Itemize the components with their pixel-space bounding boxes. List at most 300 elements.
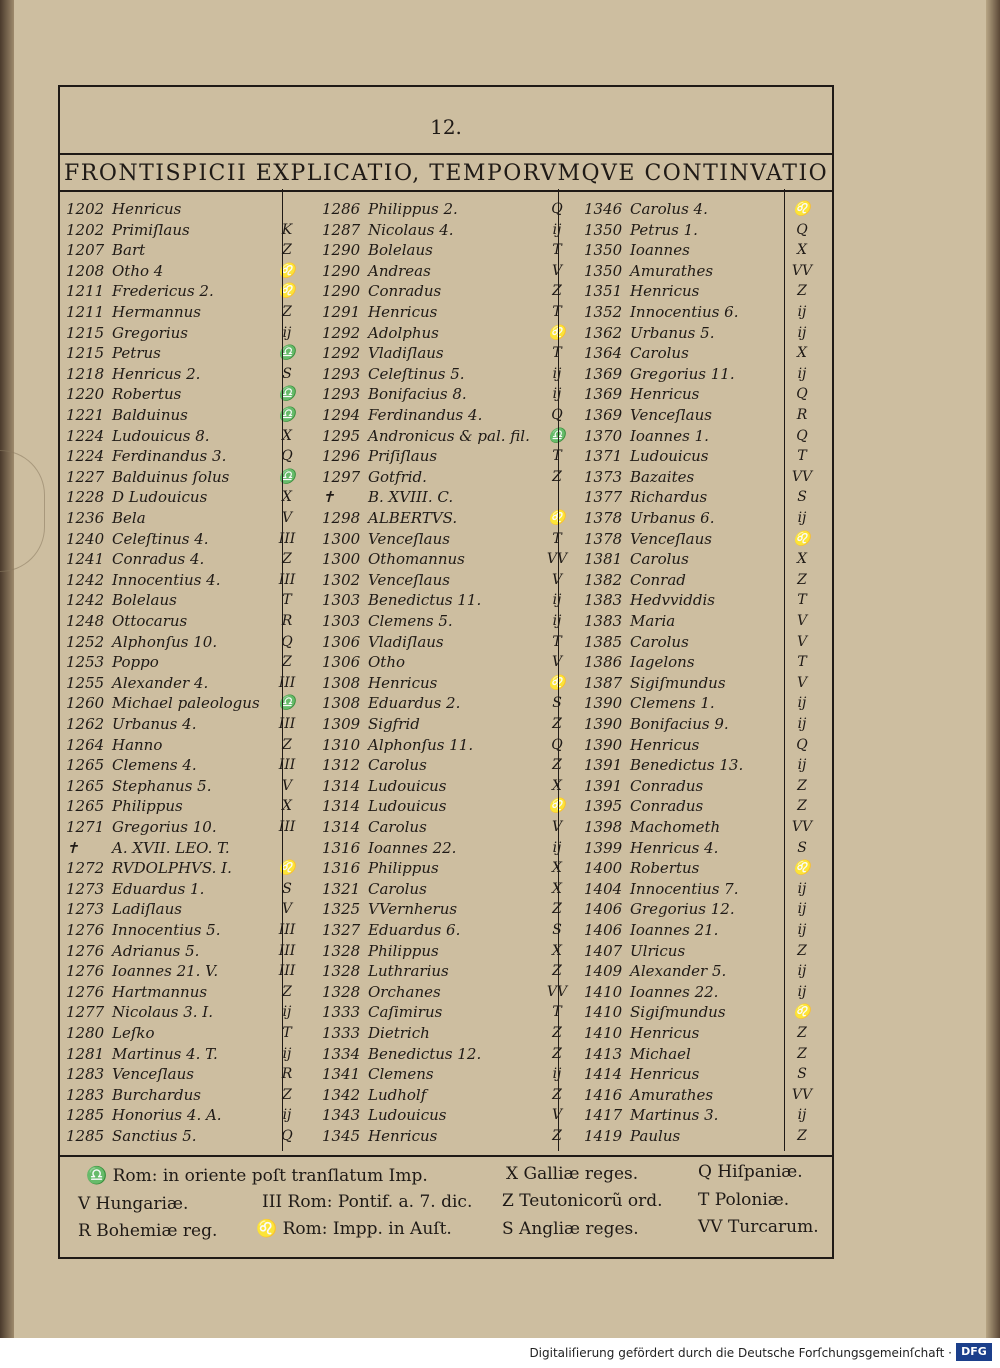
- table-row: [66, 508, 146, 529]
- category-mark: VV: [791, 819, 813, 835]
- year-cell: 1369: [584, 406, 623, 424]
- year-cell: 1277: [66, 1003, 105, 1022]
- name-cell: Andreas: [368, 261, 431, 280]
- name-cell: Benedictus 13.: [630, 756, 744, 775]
- table-row: [322, 1023, 430, 1044]
- year-cell: 1341: [322, 1065, 361, 1084]
- category-mark: ij: [797, 304, 807, 320]
- name-cell: Clemens 4.: [112, 756, 197, 775]
- category-mark: T: [552, 633, 562, 650]
- table-row: [584, 899, 735, 920]
- category-mark: III: [278, 716, 296, 732]
- year-cell: 1303: [322, 612, 361, 630]
- table-row: [584, 405, 712, 426]
- legend-item: S Angliæ reges.: [502, 1219, 639, 1239]
- table-row: [66, 240, 145, 261]
- name-cell: Carolus: [368, 879, 427, 898]
- year-cell: 1407: [584, 941, 623, 960]
- category-mark: Z: [552, 716, 562, 732]
- table-row: [66, 941, 199, 962]
- table-row: [66, 261, 163, 282]
- table-row: [584, 714, 729, 735]
- name-cell: Carolus: [630, 344, 689, 363]
- table-row: [66, 1044, 218, 1065]
- category-mark: Q: [796, 386, 808, 403]
- category-mark: ij: [797, 901, 807, 918]
- category-mark: VV: [546, 983, 568, 1000]
- table-row: [584, 735, 699, 756]
- table-row: [322, 920, 460, 941]
- year-cell: 1220: [66, 385, 105, 404]
- name-cell: Petrus: [112, 344, 161, 363]
- year-cell: 1312: [322, 756, 361, 775]
- name-cell: Primiſlaus: [112, 220, 190, 239]
- name-cell: Henricus: [368, 673, 438, 692]
- year-cell: 1350: [584, 241, 623, 260]
- table-row: [322, 776, 446, 797]
- year-cell: 1253: [66, 653, 105, 672]
- year-cell: 1328: [322, 941, 361, 960]
- category-mark: Q: [796, 736, 808, 753]
- year-cell: 1283: [66, 1085, 105, 1104]
- category-mark: S: [282, 365, 292, 382]
- name-cell: Alphonſus 11.: [368, 735, 474, 754]
- category-mark: ij: [797, 963, 807, 980]
- year-cell: 1364: [584, 344, 623, 363]
- year-cell: 1290: [322, 241, 361, 260]
- name-cell: Carolus: [368, 756, 427, 775]
- category-mark: III: [278, 942, 296, 959]
- table-row: [66, 549, 204, 570]
- category-mark: Q: [281, 448, 293, 465]
- year-cell: 1255: [66, 673, 105, 692]
- category-mark: ♌: [793, 1004, 811, 1021]
- name-cell: Henricus: [630, 735, 700, 754]
- year-cell: 1262: [66, 715, 105, 733]
- table-row: [322, 693, 460, 714]
- year-cell: 1395: [584, 797, 623, 816]
- year-cell: 1399: [584, 838, 623, 857]
- name-cell: VVernherus: [368, 900, 458, 919]
- year-cell: 1297: [322, 467, 361, 486]
- table-row: [66, 796, 183, 817]
- table-row: [322, 838, 456, 859]
- year-cell: 1400: [584, 859, 623, 878]
- name-cell: Alphonſus 10.: [112, 632, 218, 651]
- name-cell: Ludouicus: [630, 447, 709, 466]
- table-row: [584, 961, 726, 982]
- name-cell: Hedvviddis: [630, 591, 716, 610]
- name-cell: Hanno: [112, 735, 163, 754]
- dfg-logo: DFG: [956, 1343, 992, 1361]
- table-row: [66, 755, 197, 776]
- table-row: [322, 446, 437, 467]
- category-mark: R: [281, 613, 293, 629]
- year-cell: 1273: [66, 879, 105, 898]
- year-cell: 1383: [584, 591, 623, 610]
- category-mark: Z: [797, 283, 807, 300]
- year-cell: 1236: [66, 509, 105, 527]
- category-mark: T: [552, 304, 562, 320]
- table-row: [584, 1126, 680, 1147]
- year-cell: 1346: [584, 200, 623, 218]
- name-cell: Innocentius 6.: [630, 303, 739, 321]
- table-row: [584, 302, 738, 323]
- year-cell: 1215: [66, 344, 105, 363]
- year-cell: 1404: [584, 879, 623, 898]
- name-cell: Bela: [112, 509, 146, 527]
- name-cell: Ulricus: [630, 941, 686, 960]
- year-cell: 1264: [66, 735, 105, 754]
- category-mark: Z: [282, 983, 292, 1000]
- name-cell: Otho: [368, 653, 406, 672]
- table-row: [66, 405, 188, 426]
- category-mark: ♎: [278, 386, 296, 403]
- category-mark: V: [281, 901, 293, 918]
- category-mark: Q: [281, 633, 293, 650]
- year-cell: 1398: [584, 818, 623, 836]
- name-cell: A. XVII. LEO. T.: [112, 838, 230, 857]
- table-row: [584, 590, 715, 611]
- category-mark: ♎: [278, 468, 296, 485]
- table-row: [66, 467, 229, 488]
- category-mark: Z: [552, 1025, 562, 1041]
- page-title: FRONTISPICII EXPLICATIO, TEMPORVMQVE CONTINVATIO: [64, 161, 828, 186]
- table-row: [66, 899, 182, 920]
- table-row: [322, 755, 427, 776]
- table-row: [584, 384, 699, 405]
- name-cell: Ioannes 21. V.: [112, 962, 219, 981]
- name-cell: Michael: [630, 1044, 691, 1063]
- name-cell: Sigiſmundus: [630, 673, 726, 692]
- name-cell: Philippus: [368, 941, 439, 960]
- year-cell: 1391: [584, 756, 623, 775]
- table-row: [322, 899, 457, 920]
- category-mark: Z: [552, 1128, 562, 1144]
- table-row: [322, 817, 427, 838]
- footer-bar: [0, 1338, 1000, 1368]
- table-row: [322, 467, 427, 488]
- table-row: [66, 673, 208, 694]
- category-mark: ij: [552, 1066, 562, 1083]
- table-row: [322, 879, 427, 900]
- category-mark: ♎: [278, 407, 296, 423]
- year-cell: 1292: [322, 344, 361, 363]
- category-mark: ij: [797, 324, 807, 341]
- legend-item: III Rom: Pontif. a. 7. dic.: [262, 1192, 473, 1212]
- name-cell: Ioannes 21.: [630, 921, 719, 939]
- table-row: [66, 302, 201, 323]
- category-mark: [276, 199, 298, 220]
- category-mark: Z: [552, 468, 562, 485]
- category-mark: Z: [797, 798, 807, 815]
- table-row: [584, 1064, 699, 1085]
- table-row: [66, 1085, 201, 1106]
- year-cell: 1325: [322, 900, 361, 919]
- year-cell: 1382: [584, 570, 623, 589]
- year-cell: 1316: [322, 859, 361, 878]
- year-cell: 1224: [66, 447, 105, 466]
- column-rule: [558, 189, 559, 1151]
- category-mark: Z: [797, 1128, 807, 1144]
- category-mark: ij: [797, 365, 807, 382]
- name-cell: Venceſlaus: [630, 406, 712, 424]
- category-mark: V: [551, 654, 563, 671]
- name-cell: Othomannus: [368, 550, 465, 569]
- year-cell: 1406: [584, 921, 623, 939]
- year-cell: 1327: [322, 921, 361, 939]
- category-mark: ♎: [548, 427, 566, 444]
- category-mark: III: [278, 674, 296, 691]
- table-row: [322, 1126, 437, 1147]
- category-mark: III: [278, 963, 296, 980]
- table-row: [584, 858, 699, 879]
- table-row: [322, 611, 453, 632]
- name-cell: Bolelaus: [112, 591, 177, 610]
- category-mark: S: [797, 489, 807, 506]
- name-cell: Martinus 3.: [630, 1106, 719, 1125]
- table-row: [66, 920, 220, 941]
- year-cell: 1294: [322, 406, 361, 424]
- table-row: [322, 508, 457, 529]
- name-cell: Burchardus: [112, 1085, 201, 1104]
- table-row: [66, 220, 190, 241]
- category-mark: ij: [552, 592, 562, 609]
- year-cell: 1202: [66, 220, 105, 239]
- table-row: [322, 426, 530, 447]
- name-cell: Petrus 1.: [630, 220, 698, 239]
- category-mark: Q: [551, 736, 563, 753]
- table-row: [584, 632, 689, 653]
- table-row: [584, 364, 735, 385]
- category-mark: Z: [282, 304, 292, 320]
- category-mark: X: [797, 242, 807, 259]
- year-cell: 1265: [66, 797, 105, 816]
- year-cell: 1298: [322, 509, 361, 527]
- table-row: [66, 632, 217, 653]
- category-mark: T: [552, 1004, 562, 1021]
- name-cell: Henricus: [630, 1024, 700, 1042]
- category-mark: Z: [552, 1086, 562, 1103]
- table-row: [66, 529, 209, 550]
- category-mark: S: [797, 1066, 807, 1083]
- name-cell: D Ludouicus: [112, 488, 208, 507]
- category-mark: ij: [282, 1045, 292, 1062]
- year-cell: 1370: [584, 426, 623, 445]
- page-tab: [0, 450, 45, 572]
- name-cell: Celeſtinus 5.: [368, 364, 465, 383]
- category-mark: T: [552, 242, 562, 259]
- year-cell: 1218: [66, 364, 105, 383]
- year-cell: 1314: [322, 818, 361, 836]
- name-cell: Ludouicus: [368, 797, 447, 816]
- table-row: [322, 858, 439, 879]
- name-cell: Henricus: [630, 385, 700, 404]
- name-cell: Gregorius 11.: [630, 364, 735, 383]
- name-cell: Adolphus: [368, 323, 439, 342]
- table-row: [66, 714, 196, 735]
- year-cell: 1316: [322, 838, 361, 857]
- year-cell: 1419: [584, 1127, 623, 1145]
- name-cell: Michael paleologus: [112, 694, 260, 713]
- category-mark: Q: [281, 1128, 293, 1144]
- name-cell: Vladiſlaus: [368, 632, 444, 651]
- category-mark: [544, 487, 570, 508]
- year-cell: 1334: [322, 1044, 361, 1063]
- table-row: [584, 343, 689, 364]
- year-cell: 1276: [66, 962, 105, 981]
- table-row: [322, 220, 454, 241]
- name-cell: Orchanes: [368, 982, 441, 1001]
- category-mark: VV: [546, 551, 568, 568]
- name-cell: Fredericus 2.: [112, 282, 214, 301]
- table-row: [66, 590, 177, 611]
- table-row: [66, 1023, 155, 1044]
- category-mark: V: [281, 510, 293, 526]
- name-cell: Ladiſlaus: [112, 900, 182, 919]
- table-row: [66, 693, 260, 714]
- table-row: [584, 487, 707, 508]
- table-row: [66, 858, 232, 879]
- table-row: [322, 323, 439, 344]
- category-mark: VV: [791, 1086, 813, 1103]
- category-mark: ♌: [793, 530, 811, 547]
- category-mark: ij: [797, 757, 807, 774]
- name-cell: Benedictus 12.: [368, 1044, 482, 1063]
- name-cell: Henricus: [630, 282, 700, 301]
- year-cell: 1416: [584, 1085, 623, 1104]
- year-cell: 1296: [322, 447, 361, 466]
- table-row: [322, 487, 453, 508]
- category-mark: T: [797, 592, 807, 609]
- category-mark: ♌: [278, 283, 296, 300]
- year-cell: ✝: [322, 488, 335, 507]
- year-cell: 1308: [322, 673, 361, 692]
- table-row: [322, 343, 444, 364]
- category-mark: X: [797, 345, 807, 362]
- name-cell: Iagelons: [630, 653, 695, 672]
- year-cell: 1242: [66, 591, 105, 610]
- year-cell: 1211: [66, 282, 105, 301]
- category-mark: ij: [552, 365, 562, 382]
- year-cell: 1417: [584, 1106, 623, 1125]
- year-cell: 1202: [66, 200, 105, 218]
- category-mark: Z: [282, 551, 292, 568]
- name-cell: Henricus 2.: [112, 364, 201, 383]
- year-cell: 1208: [66, 261, 105, 280]
- year-cell: 1281: [66, 1044, 105, 1063]
- year-cell: 1260: [66, 694, 105, 713]
- name-cell: Dietrich: [368, 1024, 430, 1042]
- year-cell: 1350: [584, 220, 623, 239]
- table-row: [584, 240, 690, 261]
- name-cell: Ioannes 22.: [630, 982, 719, 1001]
- category-mark: ♌: [793, 201, 811, 217]
- table-row: [322, 982, 441, 1003]
- year-cell: 1333: [322, 1024, 361, 1042]
- name-cell: Conradus: [630, 776, 704, 795]
- category-mark: ♌: [278, 860, 296, 877]
- category-mark: V: [796, 613, 808, 629]
- year-cell: 1378: [584, 529, 623, 548]
- category-mark: S: [552, 922, 562, 938]
- year-cell: 1252: [66, 632, 105, 651]
- year-cell: 1409: [584, 962, 623, 981]
- year-cell: 1373: [584, 467, 623, 486]
- name-cell: Philippus 2.: [368, 200, 458, 218]
- name-cell: Machometh: [630, 818, 721, 836]
- category-mark: X: [552, 860, 562, 877]
- name-cell: Balduinus ſolus: [112, 467, 230, 486]
- year-cell: 1221: [66, 406, 105, 424]
- year-cell: 1309: [322, 715, 361, 733]
- year-cell: 1410: [584, 1003, 623, 1022]
- table-row: [66, 487, 207, 508]
- table-row: [584, 673, 726, 694]
- rule-top: [60, 153, 832, 155]
- column-rule: [784, 189, 785, 1151]
- category-mark: Z: [282, 1086, 292, 1103]
- year-cell: 1303: [322, 591, 361, 610]
- table-row: [322, 714, 420, 735]
- table-row: [322, 735, 473, 756]
- category-mark: ij: [797, 880, 807, 897]
- table-row: [322, 1085, 426, 1106]
- category-mark: Z: [552, 1045, 562, 1062]
- table-row: [66, 570, 220, 591]
- category-mark: V: [796, 674, 808, 691]
- name-cell: Hermannus: [112, 303, 201, 321]
- name-cell: Gregorius 12.: [630, 900, 735, 919]
- year-cell: 1211: [66, 303, 105, 321]
- year-cell: 1387: [584, 673, 623, 692]
- name-cell: Carolus: [630, 632, 689, 651]
- table-row: [66, 343, 161, 364]
- name-cell: Martinus 4. T.: [112, 1044, 218, 1063]
- name-cell: Ludholf: [368, 1085, 427, 1104]
- name-cell: Sigfrid: [368, 715, 420, 733]
- table-row: [66, 323, 188, 344]
- table-row: [66, 652, 159, 673]
- table-row: [584, 529, 712, 550]
- name-cell: Ferdinandus 3.: [112, 447, 227, 466]
- rule-title: [60, 190, 832, 192]
- name-cell: Caſimirus: [368, 1003, 443, 1022]
- table-row: [584, 508, 714, 529]
- name-cell: Venceſlaus: [630, 529, 712, 548]
- year-cell: 1265: [66, 776, 105, 795]
- name-cell: Benedictus 11.: [368, 591, 482, 610]
- year-cell: 1343: [322, 1106, 361, 1125]
- category-mark: ij: [797, 1107, 807, 1124]
- category-mark: ij: [282, 324, 292, 341]
- category-mark: Z: [797, 942, 807, 959]
- name-cell: Eduardus 2.: [368, 694, 461, 713]
- table-row: [322, 673, 437, 694]
- table-row: [584, 941, 685, 962]
- category-mark: ij: [552, 221, 562, 238]
- category-mark: ij: [552, 613, 562, 629]
- table-row: [322, 570, 450, 591]
- table-row: [66, 281, 214, 302]
- year-cell: 1310: [322, 735, 361, 754]
- name-cell: Innocentius 7.: [630, 879, 739, 898]
- name-cell: Eduardus 1.: [112, 879, 205, 898]
- name-cell: Gotfrid.: [368, 467, 427, 486]
- table-row: [584, 1044, 691, 1065]
- category-mark: X: [282, 798, 292, 815]
- year-cell: 1413: [584, 1044, 623, 1063]
